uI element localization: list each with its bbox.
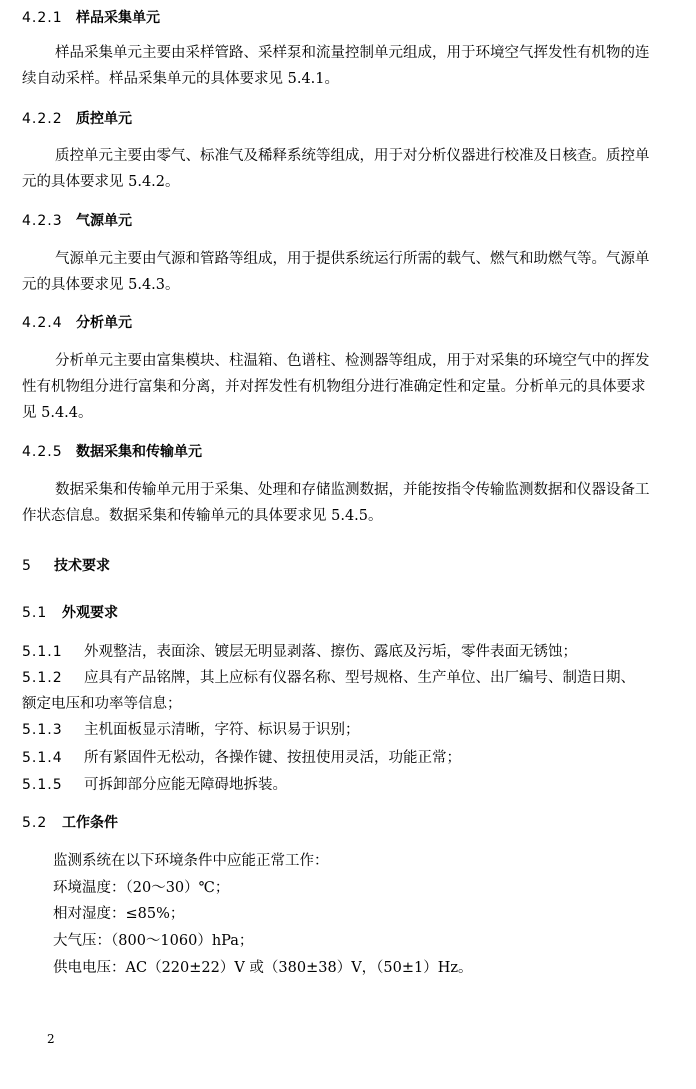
paragraph-4-2-5: 数据采集和传输单元用于采集、处理和存储监测数据，并能按指令传输监测数据和仪器设备工作状态信息。数据采集和传输单元的具体要求见 5.4.5。 bbox=[22, 482, 650, 524]
condition-temperature: 环境温度：（20～30）℃； bbox=[53, 880, 230, 896]
heading-4-2-2: 4.2.2 质控单元 bbox=[22, 111, 132, 127]
heading-4-2-5: 4.2.5 数据采集和传输单元 bbox=[22, 444, 202, 460]
paragraph-4-2-3: 气源单元主要由气源和管路等组成，用于提供系统运行所需的载气、燃气和助燃气等。气源单元的具体要求见 5.4.3。 bbox=[22, 251, 650, 293]
item-5-1-2-cont: 额定电压和功率等信息； bbox=[22, 696, 182, 712]
heading-5-1: 5.1 外观要求 bbox=[22, 605, 118, 621]
item-5-1-1: 5.1.1 外观整洁，表面涂、镀层无明显剥落、擦伤、露底及污垢，零件表面无锈蚀； bbox=[22, 644, 577, 660]
heading-4-2-1: 4.2.1 样品采集单元 bbox=[22, 10, 160, 26]
paragraph-4-2-4: 分析单元主要由富集模块、柱温箱、色谱柱、检测器等组成，用于对采集的环境空气中的挥发性有机物组分进行富集和分离，并对挥发性有机物组分进行准确定性和定量。分析单元的具体要求见 5.4.4。 bbox=[22, 353, 650, 421]
condition-voltage: 供电电压：AC（220±22）V 或（380±38）V，（50±1）Hz。 bbox=[53, 960, 473, 976]
conditions-intro: 监测系统在以下环境条件中应能正常工作： bbox=[53, 853, 329, 869]
heading-4-2-3: 4.2.3 气源单元 bbox=[22, 213, 132, 229]
heading-5: 5 技术要求 bbox=[22, 558, 110, 574]
item-5-1-5: 5.1.5 可拆卸部分应能无障碍地拆装。 bbox=[22, 777, 287, 793]
item-5-1-2: 5.1.2 应具有产品铭牌，其上应标有仪器名称、型号规格、生产单位、出厂编号、制造日期、 bbox=[22, 670, 635, 686]
condition-pressure: 大气压：（800～1060）hPa； bbox=[53, 933, 254, 949]
paragraph-4-2-1: 样品采集单元主要由采样管路、采样泵和流量控制单元组成，用于环境空气挥发性有机物的连续自动采样。样品采集单元的具体要求见 5.4.1。 bbox=[22, 45, 650, 87]
heading-4-2-4: 4.2.4 分析单元 bbox=[22, 315, 132, 331]
item-5-1-3: 5.1.3 主机面板显示清晰，字符、标识易于识别； bbox=[22, 722, 360, 738]
heading-5-2: 5.2 工作条件 bbox=[22, 815, 118, 831]
item-5-1-4: 5.1.4 所有紧固件无松动，各操作键、按扭使用灵活，功能正常； bbox=[22, 750, 461, 766]
page-number: 2 bbox=[47, 1032, 55, 1046]
paragraph-4-2-2: 质控单元主要由零气、标准气及稀释系统等组成，用于对分析仪器进行校准及日核查。质控单元的具体要求见 5.4.2。 bbox=[22, 148, 650, 190]
condition-humidity: 相对湿度：≤85%； bbox=[53, 906, 185, 922]
